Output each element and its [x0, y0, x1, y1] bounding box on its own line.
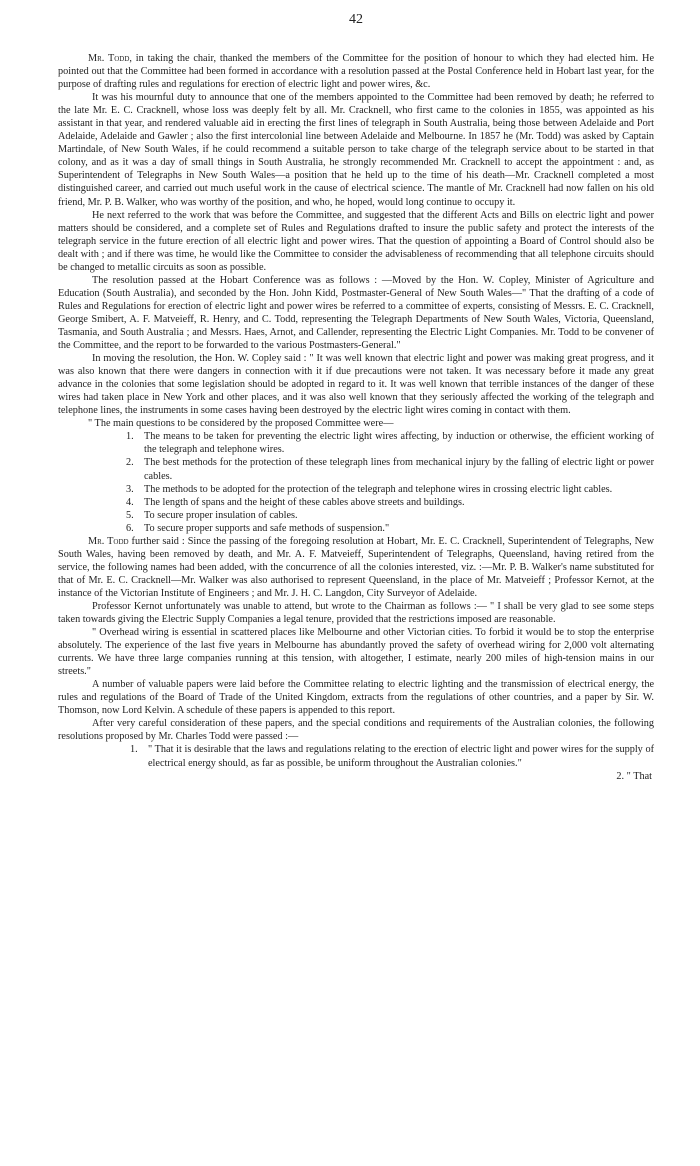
- paragraph: After very careful consideration of these papers, and the special conditions and requirements of the Australian colonies, the following resolutions proposed by Mr. Charles Todd were passed :—: [58, 718, 654, 743]
- list-item: 1. " That it is desirable that the laws and regulations relating to the erection of electric light and power wires for the supply of electrical energy should, as far as possible, be uniform throughout the Australian colonies.": [130, 744, 654, 769]
- paragraph: In moving the resolution, the Hon. W. Copley said : " It was well known that electric light and power was making great progress, and it was also known that there were dangers in connection with it if due precautions were not taken. It was necessary before it made any great advance in the colonies that some legislation should be adopted in regard to it. It was well known that terrible instances of the danger of these wires had taken place in New York and other places, and it was also well known that they seriously affected the working of the telegraph and telephone lines, the instruments in some cases having been destroyed by the electric light wires coming in contact with them.: [58, 353, 654, 417]
- paragraph: Professor Kernot unfortunately was unable to attend, but wrote to the Chairman as follows :— " I shall be very glad to see some steps taken towards giving the Electric Supply Companies a legal tenure, provided that the restrictions imposed are reasonable.: [58, 600, 654, 626]
- list-item: 5. To secure proper insulation of cables.: [126, 509, 298, 521]
- paragraph: A number of valuable papers were laid before the Committee relating to electric lighting and the transmission of electrical energy, the rules and regulations of the Board of Trade of the United Kingdom, extracts from the regulations of other countries, and a paper by Sir. W. Thomson, now Lord Kelvin. A schedule of these papers is appended to this report.: [58, 679, 654, 717]
- paragraph: It was his mournful duty to announce that one of the members appointed to the Committee had been removed by death; he referred to the late Mr. E. C. Cracknell, whose loss was deeply felt by all. Mr. Cracknell, who first came to the colonies in 1855, was appointed as his assistant in that year, and rendered valuable aid in erecting the first lines of telegraph in South Australia, being those between Adelaide and Port Adelaide, Adelaide and Gawler ; also the first intercolonial line between Adelaide and Melbourne. In 1857 he (Mr. Todd) was asked by Captain Martindale, of New South Wales, if he could recommend a suitable person to take charge of the telegraph service about to be started in that colony, and as it was a day of small things in South Australia, he strongly recommended Mr. Cracknell to accept the appointment : and, as Superintendent of Telegraphs in New South Wales—a position that he held up to the time of his death—Mr. Cracknell completed a most distinguished career, and carried out much useful work in the cause of electrical science. The mantle of Mr. Cracknell had now fallen on his old friend, Mr. P. B. Walker, who was worthy of the position, and who, he hoped, would long continue to occupy it.: [58, 92, 654, 208]
- resolutions-list: [58, 743, 654, 769]
- continuation-text: 2. " That: [616, 770, 652, 782]
- paragraph: He next referred to the work that was before the Committee, and suggested that the different Acts and Bills on electric light and power matters should be considered, and a complete set of Rules and Regulations drafted to insure the public safety and protect the interests of the telegraph service in the future erection of all electric light and power wires. That the question of appointing a Board of Control should also be dealt with ; and if there was time, he would like the Committee to consider the advisableness of recommending that all telephone circuits should be changed to metallic circuits as soon as possible.: [58, 209, 654, 273]
- page-number: 42: [349, 12, 363, 27]
- list-item: 4. The length of spans and the height of these cables above streets and buildings.: [126, 496, 465, 508]
- paragraph: Mr. Todd, in taking the chair, thanked the members of the Committee for the position of honour to which they had elected him. He pointed out that the Committee had been formed in accordance with a resolution passed at the Postal Conference held in Hobart last year, for the purpose of drafting rules and regulations for erection of electric light and power wires, &c.: [58, 53, 655, 91]
- paragraph: The resolution passed at the Hobart Conference was as follows : —Moved by the Hon. W. Copley, Minister of Agriculture and Education (South Australia), and seconded by the Hon. John Kidd, Postmaster-General of New South Wales—" That the drafting of a code of Rules and Regulations for erection of electric light and power wires be referred to a committee of experts, consisting of Messrs. E. C. Cracknell, George Smibert, A. F. Matveieff, R. Henry, and C. Todd, representing the Telegraph Departments of New South Wales, Victoria, Queensland, Tasmania, and South Australia ; and Messrs. Haes, Arnot, and Callender, representing the Electric Light Companies. Mr. Todd to be convener of the Committee, and the report to be forwarded to the various Postmasters-General.": [58, 274, 654, 352]
- list-item: 3. The methods to be adopted for the protection of the telegraph and telephone wires in crossing electric light cables.: [126, 483, 613, 495]
- paragraph: Mr. Todd further said : Since the passing of the foregoing resolution at Hobart, Mr. E. C. Cracknell, Superintendent of Telegraphs, New South Wales, having been removed by death, and Mr. A. F. Matveieff, Superintendent of Telegraphs, Queensland, having retired from the service, the following names had been added, with the concurrence of all the colonies interested, viz. :—Mr. P. B. Walker's name substituted for that of Mr. E. C. Cracknell—Mr. Walker was also authorised to represent Queensland, in the place of Mr. Matveieff ; Professor Kernot, at the instance of the Victorian Institute of Engineers ; and Mr. J. H. C. Langdon, City Surveyor of Adelaide.: [58, 535, 654, 599]
- list-item: 1. The means to be taken for preventing the electric light wires affecting, by induction or otherwise, the efficient working of the telegraph and telephone wires.: [126, 431, 654, 456]
- list-item: 6. To secure proper supports and safe methods of suspension.": [126, 522, 390, 534]
- paragraph: " The main questions to be considered by the proposed Committee were—: [88, 418, 394, 430]
- list-item: 2. The best methods for the protection of these telegraph lines from mechanical injury by the falling of electric light or power cables.: [126, 457, 654, 482]
- paragraph: " Overhead wiring is essential in scattered places like Melbourne and other Victorian cities. To forbid it would be to stop the enterprise absolutely. The experience of the last five years in Melbourne has abundantly proved the safety of overhead wiring for 2,000 volt alternating currents. We have three large companies running at this tension, with altogether, I estimate, nearly 200 miles of high-tension mains in our streets.": [58, 627, 654, 678]
- questions-list: [58, 430, 654, 534]
- document-body: [58, 52, 654, 783]
